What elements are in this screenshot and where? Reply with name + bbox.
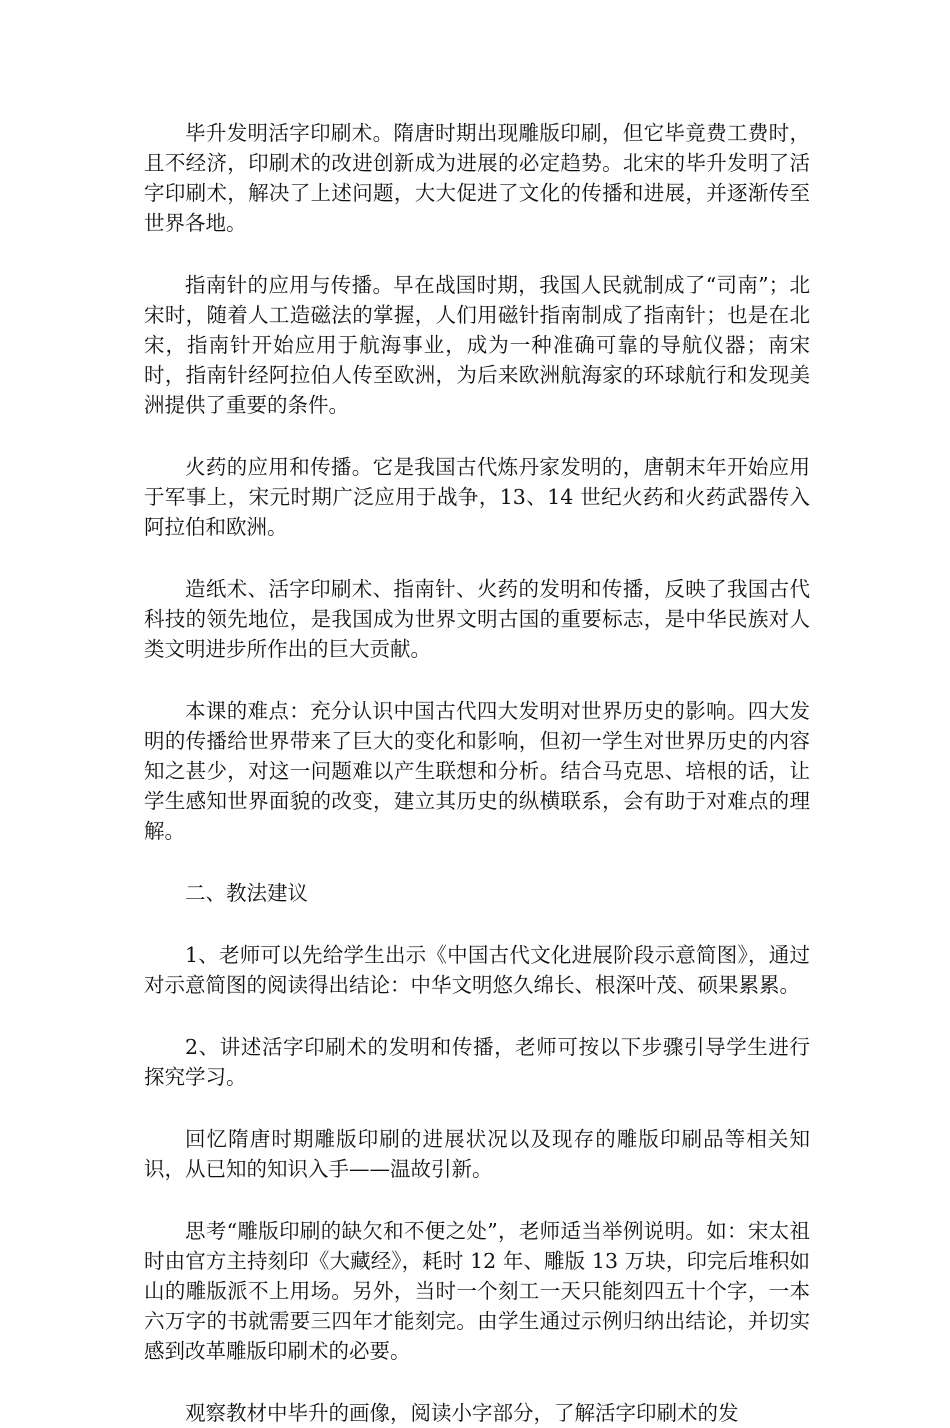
paragraph-think-woodblock-drawbacks: 思考“雕版印刷的缺欠和不便之处”，老师适当举例说明。如：宋太祖时由官方主持刻印《大藏经》，耗时 12 年、雕版 13 万块，印完后堆积如山的雕版派不上用场。另外，当时一个刻工一天只能刻四五十个字，一本六万字的书就需要三四年才能刻完。由学生通过示例归纳出结论，并切实感到改革雕版印刷术的必要。 [144,1219,810,1363]
paragraph-observe-bisheng: 观察教材中毕升的画像，阅读小字部分，了解活字印刷术的发 [185,1401,739,1425]
paragraph-recall-woodblock: 回忆隋唐时期雕版印刷的进展状况以及现存的雕版印刷品等相关知识，从已知的知识入手——温故引新。 [144,1127,810,1181]
section-heading-teaching-suggestions: 二、教法建议 [185,881,308,905]
paragraph-four-inventions-summary: 造纸术、活字印刷术、指南针、火药的发明和传播，反映了我国古代科技的领先地位，是我国成为世界文明古国的重要标志，是中华民族对人类文明进步所作出的巨大贡献。 [144,577,810,661]
paragraph-movable-type: 毕升发明活字印刷术。隋唐时期出现雕版印刷，但它毕竟费工费时，且不经济，印刷术的改进创新成为进展的必定趋势。北宋的毕升发明了活字印刷术，解决了上述问题，大大促进了文化的传播和进展，并逐渐传至世界各地。 [144,121,810,235]
paragraph-suggestion-2: 2、讲述活字印刷术的发明和传播，老师可按以下步骤引导学生进行探究学习。 [144,1035,810,1089]
paragraph-suggestion-1: 1、老师可以先给学生出示《中国古代文化进展阶段示意简图》，通过对示意简图的阅读得出结论：中华文明悠久绵长、根深叶茂、硕果累累。 [144,943,810,997]
paragraph-compass: 指南针的应用与传播。早在战国时期，我国人民就制成了“司南”；北宋时，随着人工造磁法的掌握，人们用磁针指南制成了指南针；也是在北宋，指南针开始应用于航海事业，成为一种准确可靠的导航仪器；南宋时，指南针经阿拉伯人传至欧洲，为后来欧洲航海家的环球航行和发现美洲提供了重要的条件。 [144,273,810,417]
paragraph-gunpowder: 火药的应用和传播。它是我国古代炼丹家发明的，唐朝末年开始应用于军事上，宋元时期广泛应用于战争，13、14 世纪火药和火药武器传入阿拉伯和欧洲。 [144,455,810,539]
document-body [144,118,810,1428]
paragraph-lesson-difficulty: 本课的难点：充分认识中国古代四大发明对世界历史的影响。四大发明的传播给世界带来了巨大的变化和影响，但初一学生对世界历史的内容知之甚少，对这一问题难以产生联想和分析。结合马克思、培根的话，让学生感知世界面貌的改变，建立其历史的纵横联系，会有助于对难点的理解。 [144,699,810,843]
